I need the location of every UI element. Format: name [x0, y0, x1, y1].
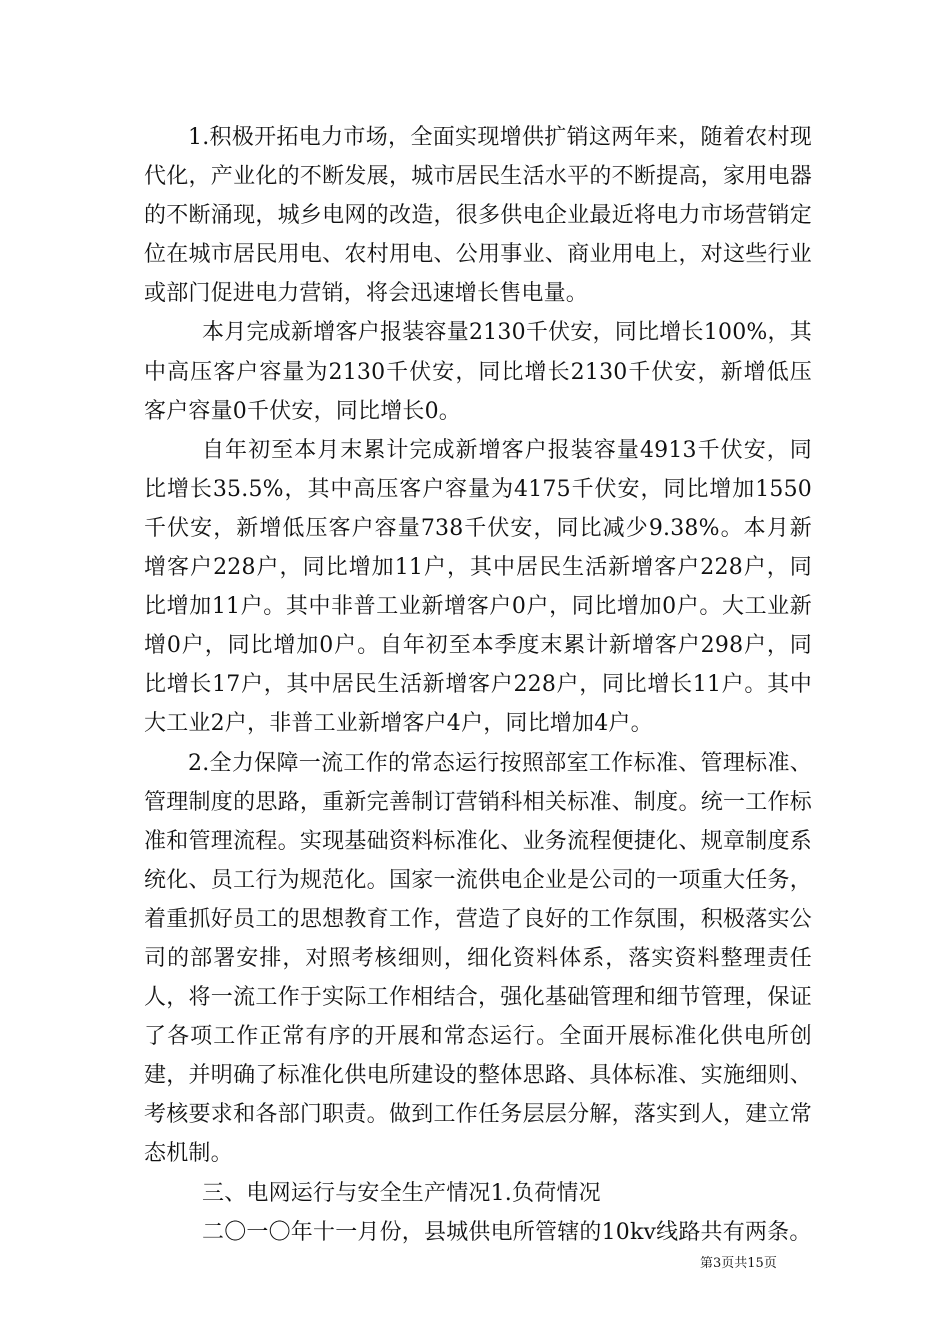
paragraph-cumulative-capacity: 自年初至本月末累计完成新增客户报装容量4913千伏安，同比增长35.5%，其中高压客户容量为4175千伏安，同比增加1550千伏安，新增低压客户容量738千伏安，同比减少9.38%。本月新增客户228户，同比增加11户，其中居民生活新增客户228户，同比增加11户。其中非普工业新增客户0户，同比增加0户。大工业新增0户，同比增加0户。自年初至本季度末累计新增客户298户，同比增长17户，其中居民生活新增客户228户，同比增长11户。其中大工业2户，非普工业新增客户4户，同比增加4户。 [144, 437, 812, 737]
document-body [144, 118, 812, 1252]
section-heading-grid-operation: 三、电网运行与安全生产情况1.负荷情况 [202, 1180, 601, 1206]
page-footer [700, 1252, 777, 1271]
paragraph-first-class-work: 2.全力保障一流工作的常态运行按照部室工作标准、管理标准、管理制度的思路，重新完善制订营销科相关标准、制度。统一工作标准和管理流程。实现基础资料标准化、业务流程便捷化、规章制度系统化、员工行为规范化。国家一流供电企业是公司的一项重大任务，着重抓好员工的思想教育工作，营造了良好的工作氛围，积极落实公司的部署安排，对照考核细则，细化资料体系，落实资料整理责任人，将一流工作于实际工作相结合，强化基础管理和细节管理，保证了各项工作正常有序的开展和常态运行。全面开展标准化供电所创建，并明确了标准化供电所建设的整体思路、具体标准、实施细则、考核要求和各部门职责。做到工作任务层层分解，落实到人，建立常态机制。 [144, 750, 812, 1167]
paragraph-load-status: 二〇一〇年十一月份，县城供电所管辖的10kv线路共有两条。 [202, 1219, 812, 1245]
paragraph-market-expansion: 1.积极开拓电力市场，全面实现增供扩销这两年来，随着农村现代化，产业化的不断发展，城市居民生活水平的不断提高，家用电器的不断涌现，城乡电网的改造，很多供电企业最近将电力市场营销定位在城市居民用电、农村用电、公用事业、商业用电上，对这些行业或部门促进电力营销，将会迅速增长售电量。 [144, 125, 812, 307]
paragraph-monthly-capacity: 本月完成新增客户报装容量2130千伏安，同比增长100%，其中高压客户容量为2130千伏安，同比增长2130千伏安，新增低压客户容量0千伏安，同比增长0。 [144, 320, 812, 424]
page-number-label: 第3页共15页 [700, 1256, 777, 1271]
